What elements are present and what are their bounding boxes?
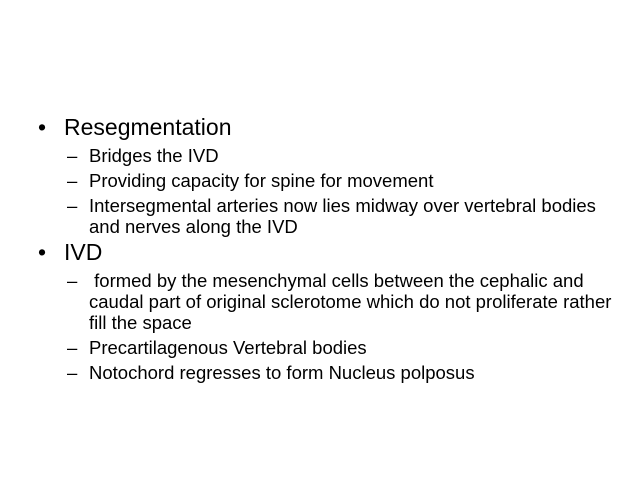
slide-content [38,112,618,383]
section-resegmentation [38,114,618,237]
sub-item-text: Precartilagenous Vertebral bodies [89,337,367,358]
dash-icon: – [67,195,78,216]
dash-icon: – [67,170,78,191]
bullet-heading [38,239,618,266]
bullet-heading [38,114,618,141]
sub-item-text: formed by the mesenchymal cells between the cephalic and caudal part of original sclerotome which do not proliferate rather fill the space [89,270,617,333]
sub-item-text: Bridges the IVD [89,145,219,166]
sub-item [38,270,618,333]
dash-icon: – [67,270,78,291]
bullet-icon: • [38,239,47,265]
heading-text: Resegmentation [64,114,232,140]
sub-item-text: Notochord regresses to form Nucleus polposus [89,362,475,383]
bullet-icon: • [38,114,47,140]
sub-item [38,145,618,166]
sub-item [38,170,618,191]
sub-item [38,337,618,358]
heading-text: IVD [64,239,103,265]
sub-item [38,195,618,237]
sub-item-text: Providing capacity for spine for movement [89,170,434,191]
sub-item-text: Intersegmental arteries now lies midway over vertebral bodies and nerves along the IVD [89,195,596,237]
dash-icon: – [67,337,78,358]
dash-icon: – [67,145,78,166]
section-ivd [38,239,618,383]
dash-icon: – [67,362,78,383]
sub-item [38,362,618,383]
